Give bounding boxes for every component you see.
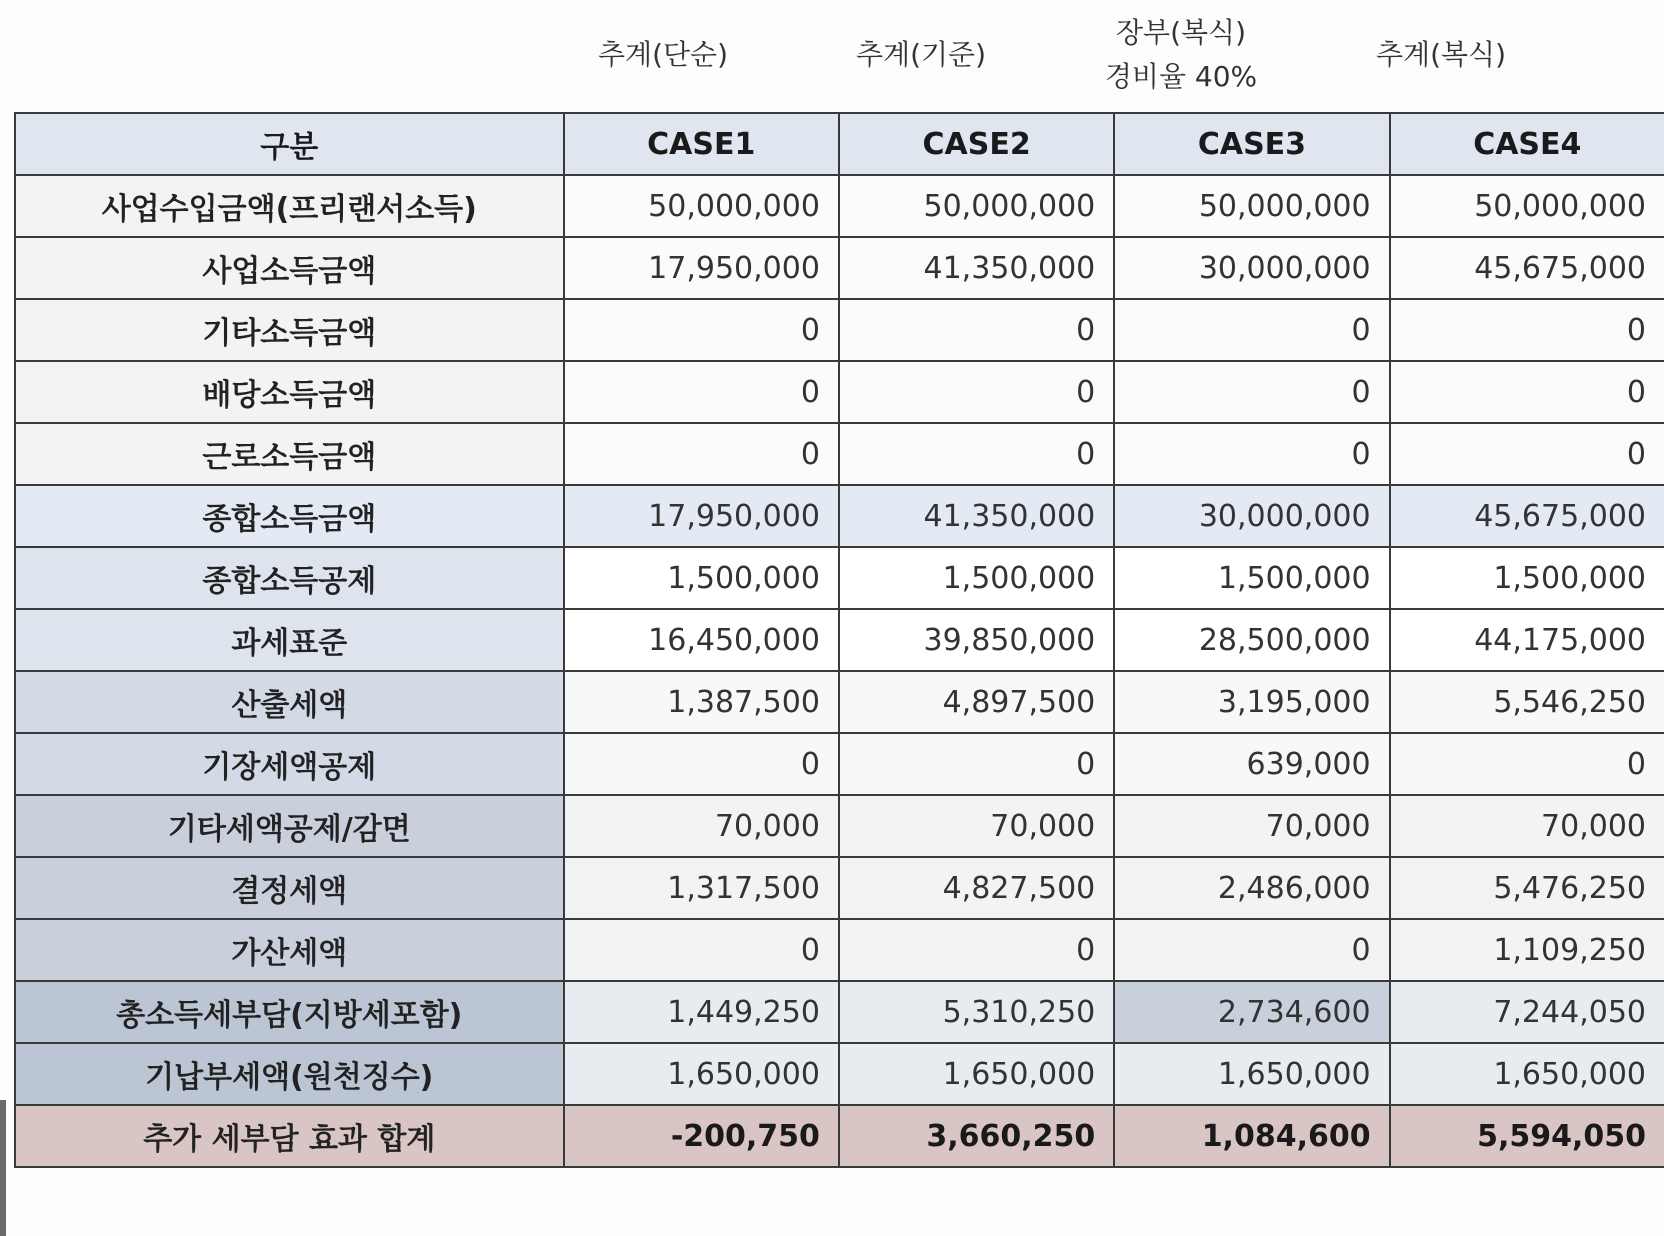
cell-case4: 1,500,000 (1390, 547, 1664, 609)
cell-case4: 1,650,000 (1390, 1043, 1664, 1105)
table-row (15, 361, 1664, 423)
cell-case2: 5,310,250 (839, 981, 1114, 1043)
row-label: 결정세액 (15, 857, 564, 919)
cell-case1: 0 (564, 361, 839, 423)
table-row (15, 547, 1664, 609)
cell-case1: 1,500,000 (564, 547, 839, 609)
cell-case4: 45,675,000 (1390, 237, 1664, 299)
column-note-case4: 추계(복식) (1375, 38, 1507, 71)
cell-case3: 30,000,000 (1114, 485, 1389, 547)
table-row (15, 981, 1664, 1043)
row-label: 사업소득금액 (15, 237, 564, 299)
cell-case3: 2,734,600 (1114, 981, 1389, 1043)
cell-case1: 70,000 (564, 795, 839, 857)
cell-case2: 0 (839, 919, 1114, 981)
cell-case3: 50,000,000 (1114, 175, 1389, 237)
cell-case4: 50,000,000 (1390, 175, 1664, 237)
header-case3: CASE3 (1114, 113, 1389, 175)
cell-case4: 1,109,250 (1390, 919, 1664, 981)
cell-case4: 5,476,250 (1390, 857, 1664, 919)
column-note-case2: 추계(기준) (855, 38, 987, 71)
row-label: 종합소득금액 (15, 485, 564, 547)
cell-case1: -200,750 (564, 1105, 839, 1167)
cell-case2: 50,000,000 (839, 175, 1114, 237)
cell-case2: 39,850,000 (839, 609, 1114, 671)
row-label: 종합소득공제 (15, 547, 564, 609)
column-notes (0, 0, 1664, 110)
cell-case4: 70,000 (1390, 795, 1664, 857)
row-label: 기납부세액(원천징수) (15, 1043, 564, 1105)
cell-case3: 0 (1114, 299, 1389, 361)
cell-case4: 5,546,250 (1390, 671, 1664, 733)
cell-case4: 0 (1390, 733, 1664, 795)
cell-case1: 0 (564, 299, 839, 361)
cell-case2: 0 (839, 299, 1114, 361)
cell-case3: 1,084,600 (1114, 1105, 1389, 1167)
cell-case3: 1,650,000 (1114, 1043, 1389, 1105)
cell-case3: 0 (1114, 423, 1389, 485)
cell-case1: 16,450,000 (564, 609, 839, 671)
row-label: 과세표준 (15, 609, 564, 671)
cell-case1: 17,950,000 (564, 237, 839, 299)
cell-case3: 70,000 (1114, 795, 1389, 857)
row-label: 사업수입금액(프리랜서소득) (15, 175, 564, 237)
table-row (15, 857, 1664, 919)
left-edge-divider (0, 1100, 6, 1236)
table-row (15, 919, 1664, 981)
cell-case2: 3,660,250 (839, 1105, 1114, 1167)
cell-case3: 1,500,000 (1114, 547, 1389, 609)
table-row (15, 299, 1664, 361)
row-label: 산출세액 (15, 671, 564, 733)
row-label: 가산세액 (15, 919, 564, 981)
table-row (15, 485, 1664, 547)
cell-case2: 0 (839, 361, 1114, 423)
cell-case1: 0 (564, 423, 839, 485)
table-row (15, 609, 1664, 671)
cell-case3: 639,000 (1114, 733, 1389, 795)
cell-case2: 1,650,000 (839, 1043, 1114, 1105)
cell-case1: 0 (564, 733, 839, 795)
row-label: 추가 세부담 효과 합계 (15, 1105, 564, 1167)
cell-case3: 0 (1114, 361, 1389, 423)
cell-case2: 70,000 (839, 795, 1114, 857)
row-label: 기타세액공제/감면 (15, 795, 564, 857)
cell-case1: 0 (564, 919, 839, 981)
cell-case2: 4,827,500 (839, 857, 1114, 919)
cell-case1: 17,950,000 (564, 485, 839, 547)
cell-case1: 50,000,000 (564, 175, 839, 237)
table-row (15, 175, 1664, 237)
tax-comparison-table (14, 112, 1664, 1168)
cell-case1: 1,317,500 (564, 857, 839, 919)
table-row (15, 795, 1664, 857)
row-label: 기타소득금액 (15, 299, 564, 361)
cell-case2: 41,350,000 (839, 485, 1114, 547)
column-note-case1: 추계(단순) (597, 38, 729, 71)
table-row-total (15, 1105, 1664, 1167)
table-row (15, 1043, 1664, 1105)
table-row (15, 237, 1664, 299)
cell-case2: 1,500,000 (839, 547, 1114, 609)
cell-case1: 1,650,000 (564, 1043, 839, 1105)
row-label: 총소득세부담(지방세포함) (15, 981, 564, 1043)
cell-case2: 0 (839, 423, 1114, 485)
cell-case2: 0 (839, 733, 1114, 795)
cell-case4: 0 (1390, 299, 1664, 361)
table-header-row (15, 113, 1664, 175)
header-case4: CASE4 (1390, 113, 1664, 175)
cell-case2: 41,350,000 (839, 237, 1114, 299)
cell-case4: 5,594,050 (1390, 1105, 1664, 1167)
cell-case4: 0 (1390, 423, 1664, 485)
header-category: 구분 (15, 113, 564, 175)
cell-case3: 0 (1114, 919, 1389, 981)
table-row (15, 671, 1664, 733)
cell-case3: 30,000,000 (1114, 237, 1389, 299)
cell-case4: 0 (1390, 361, 1664, 423)
header-case1: CASE1 (564, 113, 839, 175)
cell-case3: 28,500,000 (1114, 609, 1389, 671)
cell-case1: 1,387,500 (564, 671, 839, 733)
cell-case3: 3,195,000 (1114, 671, 1389, 733)
cell-case3: 2,486,000 (1114, 857, 1389, 919)
cell-case4: 44,175,000 (1390, 609, 1664, 671)
row-label: 기장세액공제 (15, 733, 564, 795)
cell-case4: 7,244,050 (1390, 981, 1664, 1043)
table-row (15, 733, 1664, 795)
header-case2: CASE2 (839, 113, 1114, 175)
cell-case1: 1,449,250 (564, 981, 839, 1043)
row-label: 근로소득금액 (15, 423, 564, 485)
table-row (15, 423, 1664, 485)
cell-case2: 4,897,500 (839, 671, 1114, 733)
column-note-case3: 장부(복식) 경비율 40% (1104, 16, 1258, 93)
cell-case4: 45,675,000 (1390, 485, 1664, 547)
row-label: 배당소득금액 (15, 361, 564, 423)
